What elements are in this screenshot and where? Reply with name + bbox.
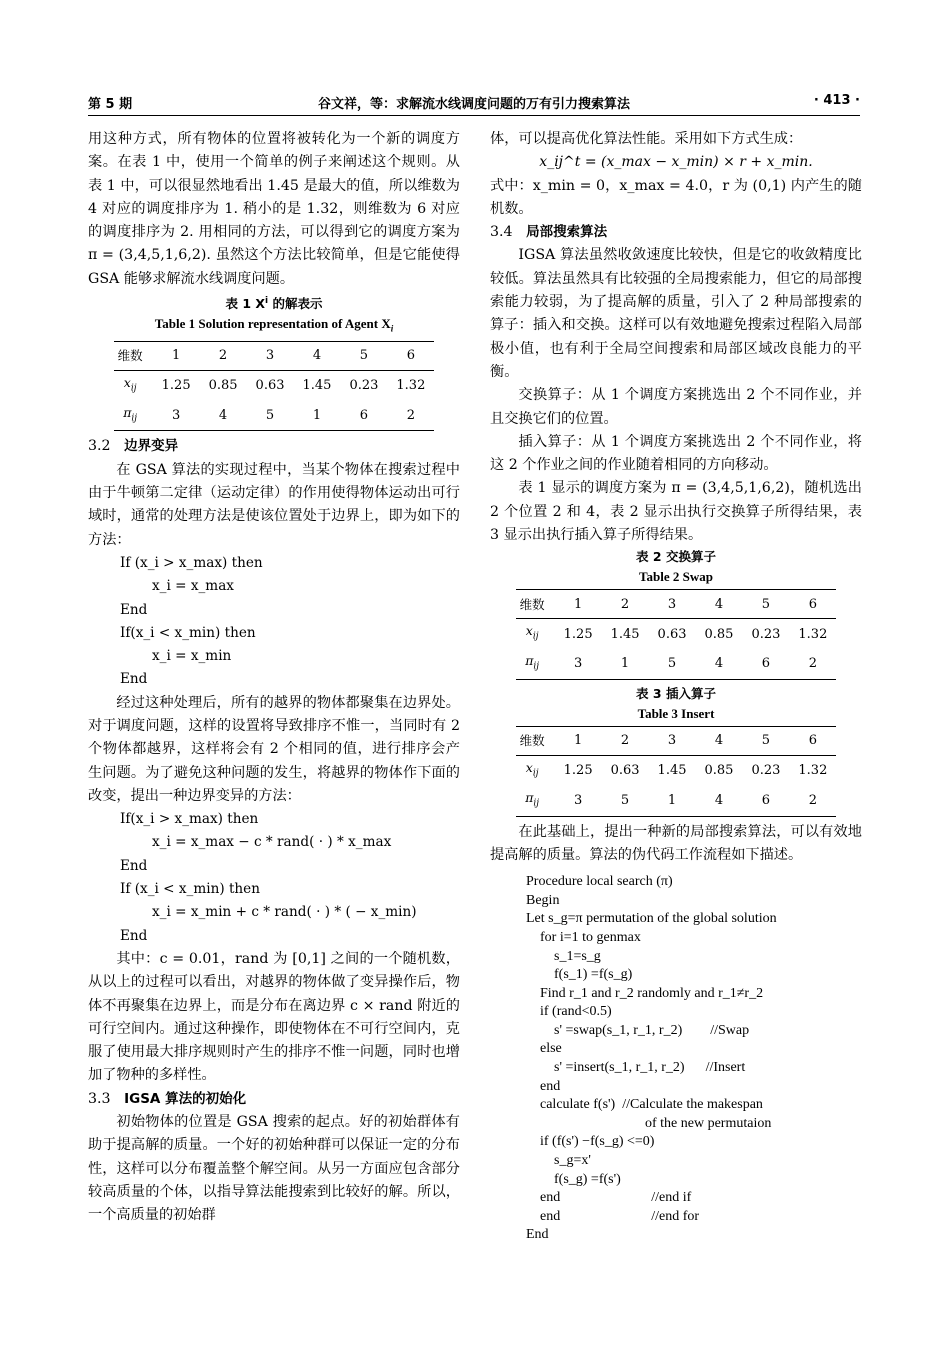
section-heading: 3.2 边界变异 [88, 438, 179, 455]
code-line: If (x_i > x_max) then [120, 554, 263, 571]
code-line: If (x_i < x_min) then [120, 881, 260, 898]
table-row: $\pi_{ij}$ 3 1 5 4 6 2 [516, 649, 837, 679]
table1-caption-cn: 表 1 $X^i$ 的解表示 [225, 296, 323, 312]
table2 [516, 589, 837, 680]
table2-caption-cn: 表 2 交换算子 [636, 549, 716, 565]
table-row: 维数 1 2 3 4 5 6 [516, 726, 837, 755]
code-line: x_i = x_max [152, 578, 234, 595]
code-line: End [120, 927, 148, 944]
code-line: x_i = x_min + c * rand( · ) * ( − x_min) [152, 904, 417, 921]
paragraph: 其中：c = 0.01，rand 为 [0,1] 之间的一个随机数，从以上的过程可以看出，对越界的物体做了变异操作后，物体不再聚集在边界上，而是分布在离边界 c × rand 附近的可行空间内。通过这种操作，即使物体在不可行空间内，克服了使用最大排序规则时产生的排序不惟一问题，同时也增加了物种的多样性。 [88, 950, 460, 1084]
table-row: $x_{ij}$ 1.25 0.63 1.45 0.85 0.23 1.32 [525, 759, 828, 779]
paragraph: 插入算子：从 1 个调度方案挑选出 2 个不同作业，将这 2 个作业之间的作业随着相同的方向移动。 [490, 433, 862, 474]
table3-caption-en: Table 3 Insert [637, 705, 715, 721]
table2-caption-en: Table 2 Swap [639, 569, 713, 585]
table-row: 维数 1 2 3 4 5 6 [114, 341, 435, 370]
paragraph: 表 1 显示的调度方案为 π = (3,4,5,1,6,2)，随机选出 2 个位置 2 和 4，表 2 显示出执行交换算子所得结果，表 3 显示出执行插入算子所得结果。 [490, 480, 862, 544]
table-row: $x_{ij}$ 1.25 0.85 0.63 1.45 0.23 1.32 [123, 374, 426, 394]
paragraph: 用这种方式，所有物体的位置将被转化为一个新的调度方案。在表 1 中，使用一个简单的例子来阐述这个规则。从表 1 中，可以很显然地看出 1.45 是最大的值，所以维数为 4 对应的调度排序为 1. 稍小的是 1.32，则维数为 6 对应的调度排序为 2. 用相同的方法，可以得到它的调度方案为 π = (3,4,5,1,6,2). 虽然这个方法比较简单，但是它能使得 GSA 能够求解流水线调度问题。 [88, 131, 460, 287]
code-line: End [120, 601, 148, 618]
code-line: End [120, 857, 148, 874]
code-line: If(x_i > x_max) then [120, 811, 259, 828]
table-row: 维数 1 2 3 4 5 6 [516, 590, 837, 619]
page-number: · 413 · [813, 93, 860, 108]
table3 [516, 726, 837, 817]
running-title: 谷文祥，等：求解流水线调度问题的万有引力搜索算法 [317, 97, 630, 112]
code-line: x_i = x_max − c * rand( · ) * x_max [152, 834, 392, 851]
table3-caption-cn: 表 3 插入算子 [636, 685, 716, 701]
table-row: $\pi_{ij}$ 3 5 1 4 6 2 [516, 786, 837, 816]
running-header [88, 93, 860, 113]
code-line: x_i = x_min [152, 648, 232, 665]
header-rule [88, 115, 860, 116]
paragraph: 交换算子：从 1 个调度方案挑选出 2 个不同作业，并且交换它们的位置。 [490, 387, 862, 427]
right-column [490, 128, 862, 1245]
paragraph: IGSA 算法虽然收敛速度比较快，但是它的收敛精度比较低。算法虽然具有比较强的全局搜索能力，但它的局部搜索能力较弱，为了提高解的质量，引入了 2 种局部搜索的算子：插入和交换。这样可以有效地避免搜索过程陷入局部极小值，也有利于全局空间搜索和局部区域改良能力的平衡。 [490, 247, 862, 380]
table1-caption-en: Table 1 Solution representation of Agent $X_i$ [154, 316, 394, 334]
paragraph: 初始物体的位置是 GSA 搜索的起点。好的初始群体有助于提高解的质量。一个好的初始种群可以保证一定的分布性，这样可以分布覆盖整个解空间。从另一方面应包含部分较高质量的个体，以指导算法能搜索到比较好的解。所以，一个高质量的初始群 [88, 1114, 460, 1224]
formula: x_ij^t = (x_max − x_min) × r + x_min. [539, 154, 813, 171]
paragraph: 在 GSA 算法的实现过程中，当某个物体在搜索过程中由于牛顿第二定律（运动定律）的作用使得物体运动出可行域时，通常的处理方法是使该位置处于边界上，即为如下的方法： [88, 461, 460, 548]
code-line: If(x_i < x_min) then [120, 624, 256, 641]
section-heading: 3.3 IGSA 算法的初始化 [88, 1090, 247, 1107]
issue-number: 第 5 期 [88, 97, 133, 112]
code-line: End [120, 671, 148, 688]
section-heading: 3.4 局部搜索算法 [490, 224, 608, 241]
paragraph: 在此基础上，提出一种新的局部搜索算法，可以有效地提高解的质量。算法的伪代码工作流程如下描述。 [490, 823, 862, 863]
paragraph: 经过这种处理后，所有的越界的物体都聚集在边界处。对于调度问题，这样的设置将导致排序不惟一，当同时有 2 个物体都越界，这样将会有 2 个相同的值，进行排序会产生问题。为了避免这种问题的发生，将越界的物体作下面的改变，提出一种边界变异的方法： [88, 694, 460, 804]
paragraph: 式中：x_min = 0，x_max = 4.0，r 为 (0,1) 内产生的随机数。 [490, 177, 862, 217]
pseudocode-block: Procedure local search (π) Begin Let s_g=π permutation of the global solution for i=1 to genmax s_1=s_g f(s_1) =f(s_g) Find r_1 and r_2 randomly and r_1≠r_2 if (rand<0.5) s' =swap(s_1, r_1, r_2) //Swap else s' =insert(s_1, r_1, r_2) //Insert end calculate f(s') //Calculate the makespan of the new permutaion if (f(s') −f(s_g) <=0) s_g=x' f(s_g) =f(s') end //end if end //end for End [526, 874, 777, 1243]
left-column [88, 128, 460, 1228]
table-row: $\pi_{ij}$ 3 4 5 1 6 2 [114, 401, 435, 431]
table-row: $x_{ij}$ 1.25 1.45 0.63 0.85 0.23 1.32 [525, 623, 828, 642]
paragraph: 体，可以提高优化算法性能。采用如下方式生成： [490, 131, 803, 147]
table1 [114, 341, 435, 432]
